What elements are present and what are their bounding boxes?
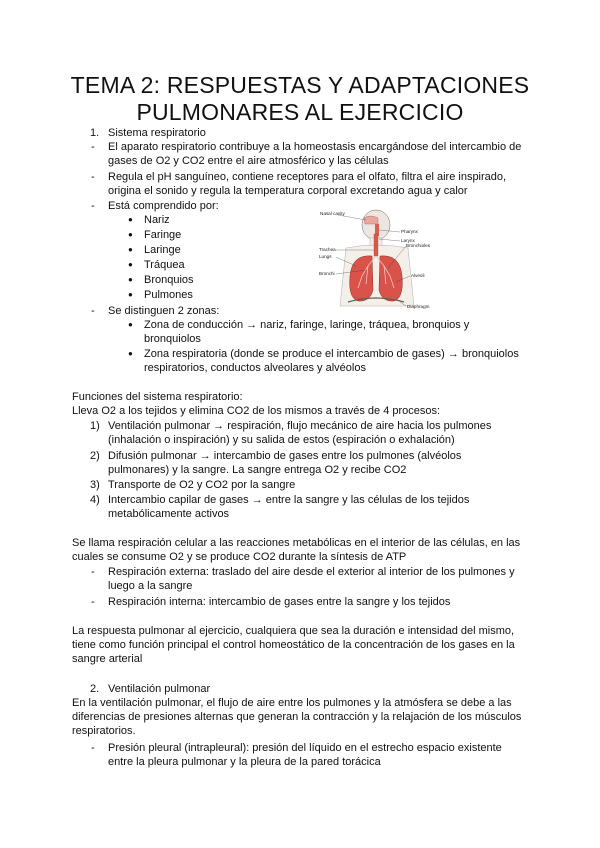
paragraph-line: respiratorios, conductos alveolares y alvéolos: [144, 362, 366, 374]
paragraph-line: Se distinguen 2 zonas:: [108, 305, 220, 317]
paragraph-line: Regula el pH sanguíneo, contiene receptores para el olfato, filtra el aire inspirado,: [108, 171, 507, 183]
diagram-label-trachea: Trachea: [319, 247, 336, 252]
paragraph-line: Presión pleural (intrapleural): presión del líquido en el estrecho espacio existente: [108, 742, 502, 754]
process-item: Transporte de O2 y CO2 por la sangre: [108, 479, 296, 491]
paragraph-line: Respiración interna: intercambio de gases entre la sangre y los tejidos: [108, 596, 451, 608]
paragraph-line: cuales se consume O2 y se produce CO2 durante la síntesis de ATP: [72, 551, 407, 563]
list-number: 1): [90, 420, 100, 432]
process-item: metabólicamente activos: [108, 508, 230, 520]
paragraph-line: origina el sonido y regula la temperatura corporal excretando agua y calor: [108, 185, 468, 197]
paragraph-line: sangre arterial: [72, 653, 143, 665]
paragraph-line: luego a la sangre: [108, 580, 193, 592]
organ-item: Bronquios: [144, 274, 194, 286]
bullet-dot: ●: [128, 230, 133, 239]
organ-item: Faringe: [144, 229, 182, 241]
bullet-dot: ●: [128, 245, 133, 254]
paragraph-line: Zona de conducción → nariz, faringe, laringe, tráquea, bronquios y: [144, 319, 470, 331]
paragraph-line: bronquiolos: [144, 333, 201, 345]
dash-marker: -: [91, 141, 95, 153]
title-line-1: TEMA 2: RESPUESTAS Y ADAPTACIONES: [70, 72, 530, 98]
paragraph-line: respiratorios.: [72, 725, 136, 737]
paragraph-line: En la ventilación pulmonar, el flujo de aire entre los pulmones y la atmósfera se debe a las: [72, 697, 512, 709]
title-line-2: PULMONARES AL EJERCICIO: [136, 99, 464, 125]
paragraph-line: Zona respiratoria (donde se produce el intercambio de gases) → bronquiolos: [144, 348, 519, 360]
paragraph-line: gases de O2 y CO2 entre el aire atmosférico y las células: [108, 155, 389, 167]
section-number: 1.: [90, 127, 100, 139]
bullet-dot: ●: [128, 349, 133, 358]
organ-item: Tráquea: [144, 259, 185, 271]
process-item: (inhalación o inspiración) y su salida de estos (espiración o exhalación): [108, 434, 455, 446]
dash-marker: -: [91, 305, 95, 317]
process-item: Intercambio capilar de gases → entre la sangre y las células de los tejidos: [108, 494, 470, 506]
functions-heading: Funciones del sistema respiratorio:: [72, 391, 243, 403]
diagram-label-larynx: Larynx: [401, 238, 415, 243]
process-item: Difusión pulmonar → intercambio de gases entre los pulmones (alvéolos: [108, 450, 462, 462]
section-heading: Sistema respiratorio: [108, 127, 206, 139]
diagram-label-bronchioles: Bronchioles: [406, 243, 431, 248]
bullet-dot: ●: [128, 215, 133, 224]
bullet-dot: ●: [128, 290, 133, 299]
dash-marker: -: [91, 742, 95, 754]
paragraph-line: tiene como función principal el control homeostático de la concentración de los gases en la: [72, 639, 515, 651]
paragraph-line: Está comprendido por:: [108, 200, 219, 212]
bullet-dot: ●: [128, 275, 133, 284]
bullet-dot: ●: [128, 260, 133, 269]
dash-marker: -: [91, 200, 95, 212]
dash-marker: -: [91, 566, 95, 578]
list-number: 3): [90, 479, 100, 491]
organ-item: Pulmones: [144, 289, 193, 301]
dash-marker: -: [91, 596, 95, 608]
process-item: Ventilación pulmonar → respiración, flujo mecánico de aire hacia los pulmones: [108, 420, 492, 432]
paragraph-line: Se llama respiración celular a las reacciones metabólicas en el interior de las células, en las: [72, 537, 521, 549]
paragraph-line: La respuesta pulmonar al ejercicio, cualquiera que sea la duración e intensidad del mismo,: [72, 625, 515, 637]
organ-item: Laringe: [144, 244, 181, 256]
dash-marker: -: [91, 171, 95, 183]
organ-item: Nariz: [144, 214, 170, 226]
diagram-label-diaphragm: Diaphragm: [407, 304, 430, 309]
diagram-label-lungs: Lungs: [319, 254, 332, 259]
section-number: 2.: [90, 683, 100, 695]
diagram-label-bronchi: Bronchi: [319, 271, 335, 276]
process-item: pulmonares) y la sangre. La sangre entrega O2 y recibe CO2: [108, 464, 407, 476]
diagram-label-nasal-cavity: Nasal cavity: [320, 211, 345, 216]
list-number: 4): [90, 494, 100, 506]
paragraph-line: entre la pleura pulmonar y la pleura de la pared torácica: [108, 756, 381, 768]
paragraph-line: diferencias de presiones alternas que generan la contracción y la relajación de los músculos: [72, 711, 522, 723]
diagram-label-pharynx: Pharynx: [401, 229, 418, 234]
list-number: 2): [90, 450, 100, 462]
functions-intro: Lleva O2 a los tejidos y elimina CO2 de los mismos a través de 4 procesos:: [72, 405, 441, 417]
page-title: [60, 72, 540, 126]
paragraph-line: Respiración externa: traslado del aire desde el exterior al interior de los pulmones y: [108, 566, 515, 578]
diagram-label-alveoli: Alveoli: [411, 273, 425, 278]
respiratory-system-diagram: [318, 206, 445, 312]
paragraph-line: El aparato respiratorio contribuye a la homeostasis encargándose del intercambio de: [108, 141, 522, 153]
bullet-dot: ●: [128, 320, 133, 329]
section-heading: Ventilación pulmonar: [108, 683, 211, 695]
